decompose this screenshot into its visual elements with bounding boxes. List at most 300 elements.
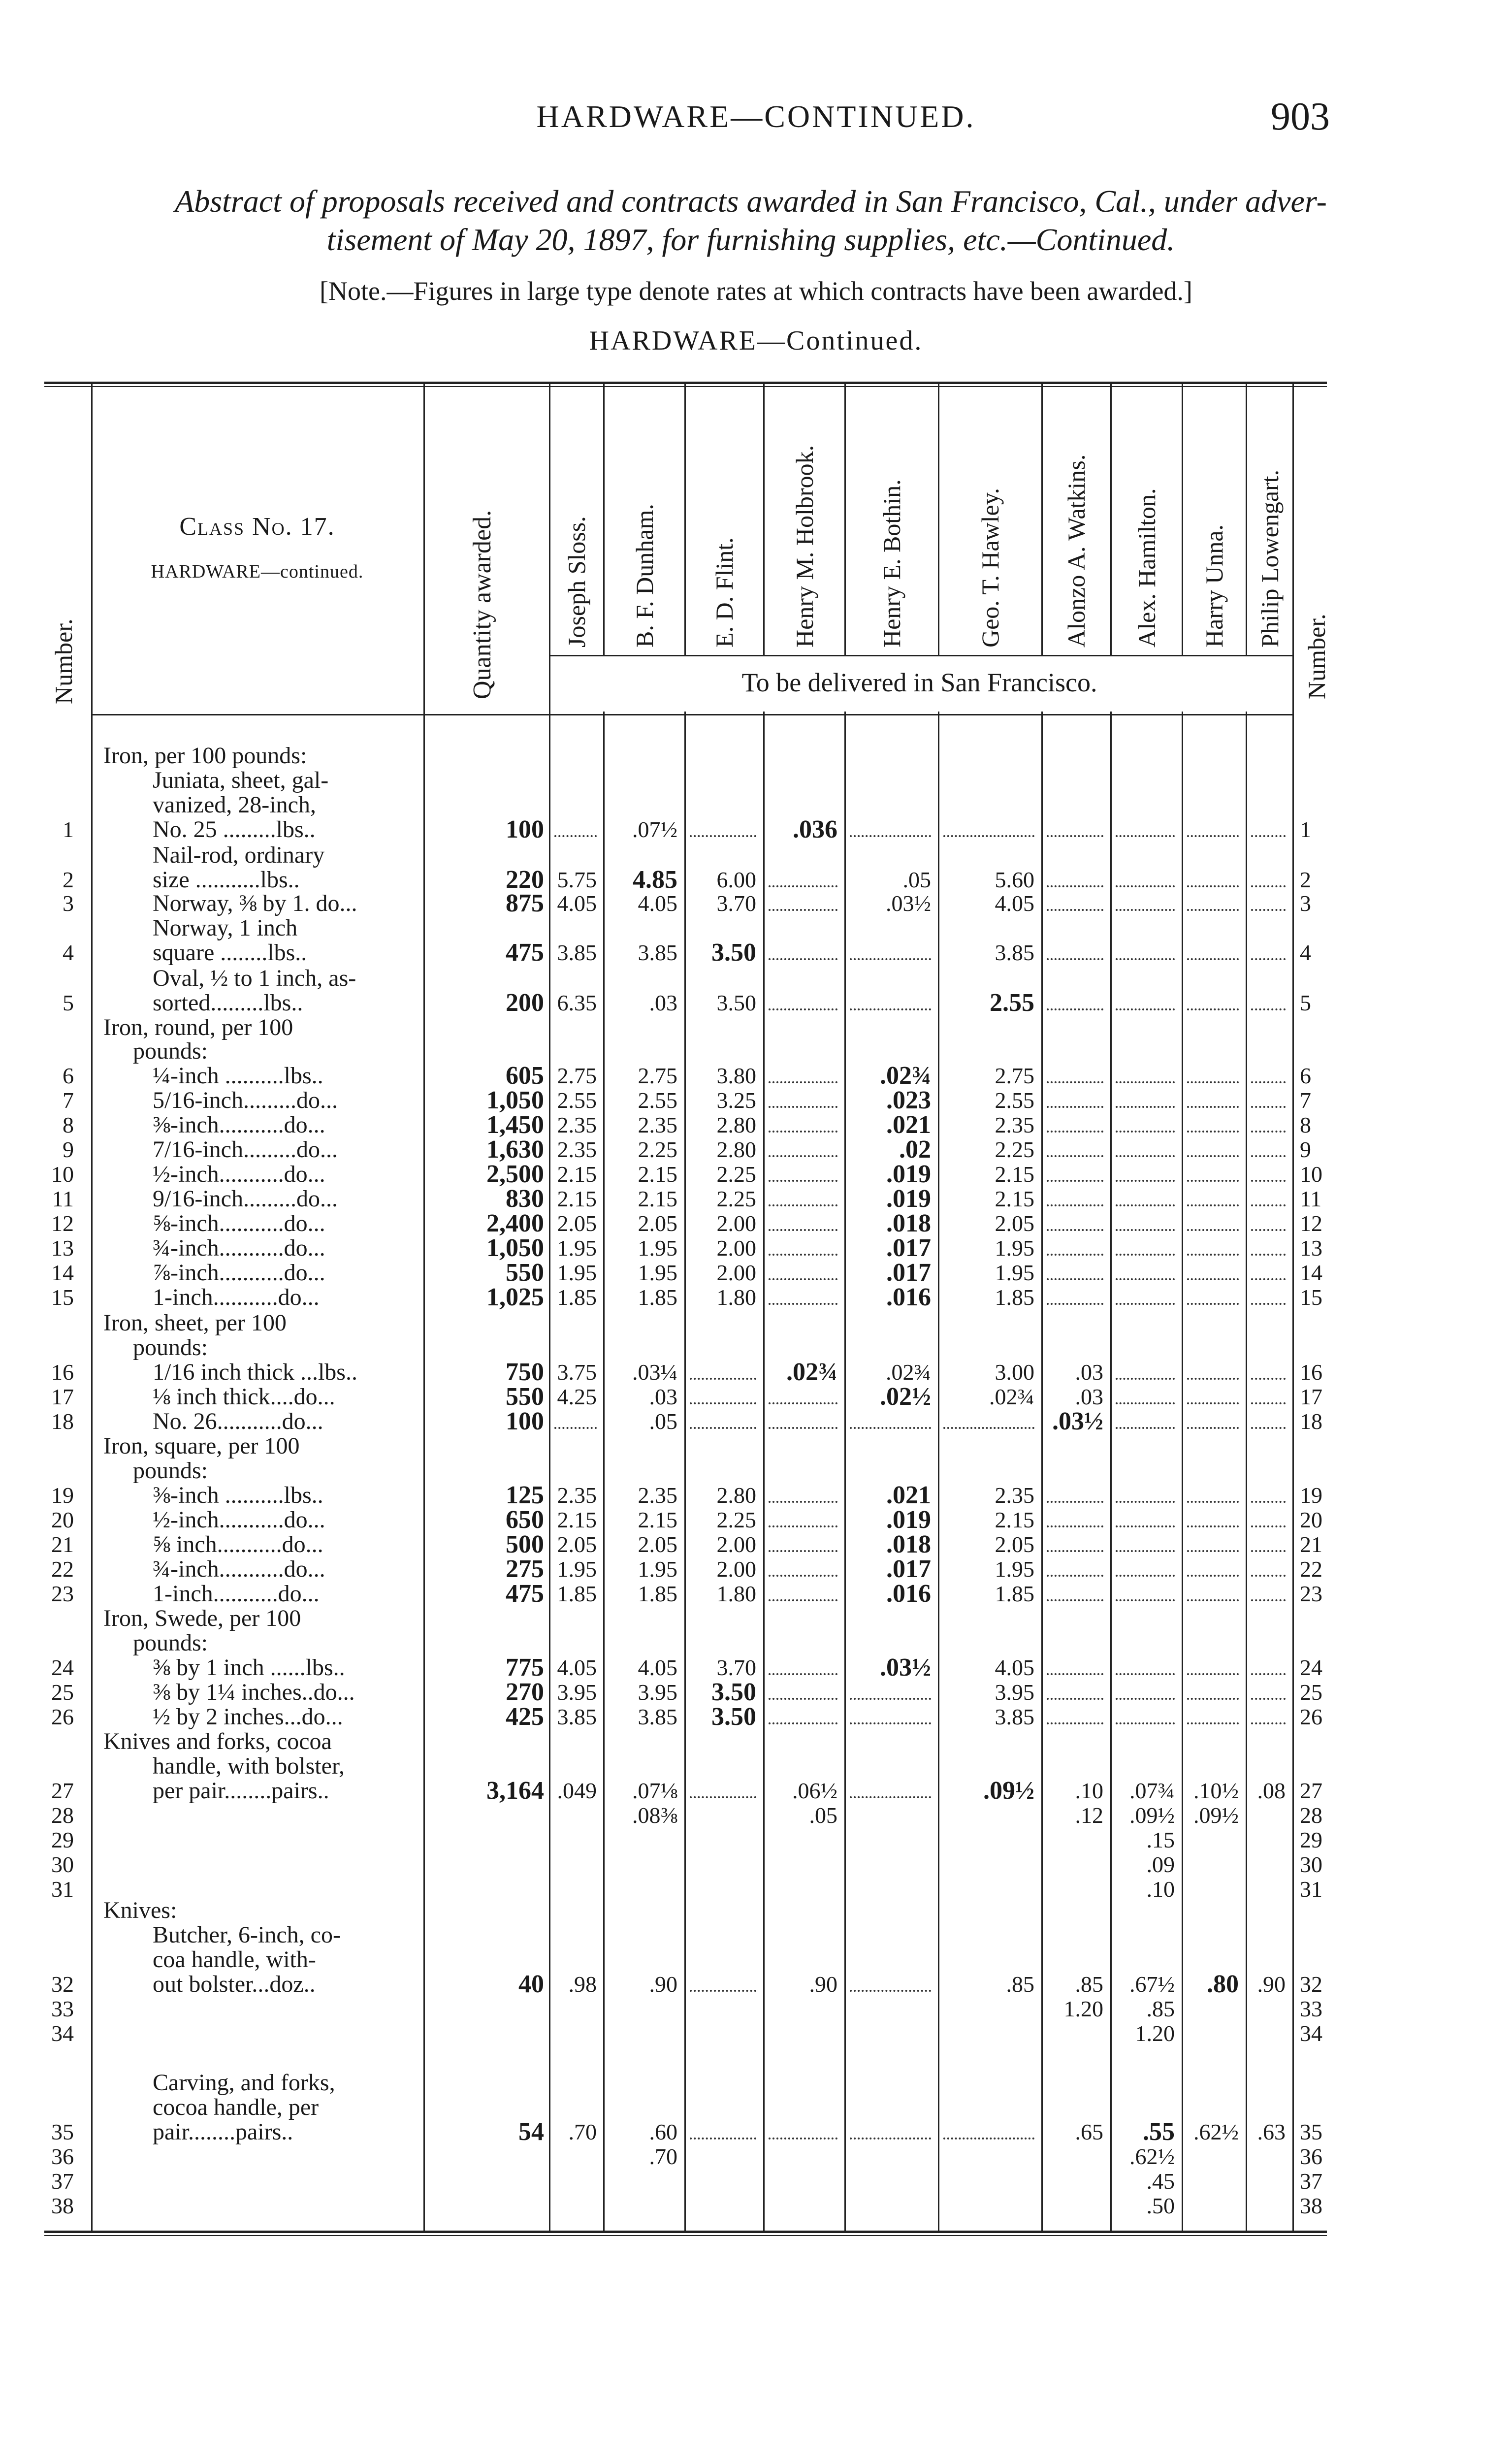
bid-rate: .50 — [1146, 2193, 1175, 2218]
bid-rate: 3.95 — [638, 1680, 677, 1705]
dot-leader — [1187, 1525, 1239, 1527]
bid-rate: .03 — [649, 990, 677, 1015]
quantity-awarded: 1,450 — [486, 1111, 544, 1139]
dot-leader — [769, 1402, 837, 1404]
bid-rate: 2.00 — [716, 1556, 756, 1582]
bid-rate: 1.95 — [995, 1235, 1034, 1261]
bid-rate: 2.35 — [557, 1137, 597, 1162]
quantity-awarded: 605 — [506, 1062, 544, 1090]
dot-leader — [769, 1550, 837, 1552]
dot-leader — [1116, 1525, 1175, 1527]
dot-leader — [1187, 1550, 1239, 1552]
bidder-header: Henry E. Bothin. — [878, 479, 905, 648]
quantity-awarded: 54 — [518, 2118, 544, 2146]
dot-leader — [1187, 835, 1239, 837]
dot-leader — [1187, 1599, 1239, 1601]
row-number-right: 38 — [1300, 2193, 1322, 2218]
dot-leader — [850, 1722, 931, 1724]
bid-rate: 3.85 — [638, 1704, 677, 1729]
bid-rate: 2.35 — [995, 1483, 1034, 1508]
item-description: Knives and forks, cocoa — [103, 1728, 332, 1754]
row-number: 7 — [63, 1088, 74, 1113]
bidder-header: Geo. T. Hawley. — [976, 488, 1004, 648]
delivery-note: To be delivered in San Francisco. — [741, 668, 1097, 697]
bid-rate: .02¾ — [989, 1384, 1034, 1409]
bid-rate: 4.05 — [995, 891, 1034, 916]
bid-rate: 3.50 — [716, 990, 756, 1015]
dot-leader — [850, 835, 931, 837]
bid-rate: .07⅛ — [632, 1778, 677, 1803]
dot-leader — [1187, 909, 1239, 911]
dot-leader — [769, 1008, 837, 1010]
bid-rate: 2.80 — [716, 1112, 756, 1137]
dot-leader — [943, 835, 1034, 837]
page-number: 903 — [1271, 95, 1330, 138]
dot-leader — [769, 1575, 837, 1577]
item-description: Juniata, sheet, gal- — [153, 767, 329, 793]
quantity-awarded: 830 — [506, 1185, 544, 1213]
bid-rate: .03½ — [886, 891, 931, 916]
bid-rate: .05 — [902, 867, 931, 892]
bid-rate: 1.80 — [716, 1581, 756, 1606]
dot-leader — [1251, 1575, 1286, 1577]
dot-leader — [1187, 1106, 1239, 1108]
bid-rate: .67½ — [1129, 1972, 1175, 1997]
bid-rate: .017 — [886, 1234, 931, 1262]
item-description: ½-inch...........do... — [153, 1507, 325, 1533]
dot-leader — [1116, 1254, 1175, 1256]
dot-leader — [1047, 1204, 1103, 1206]
bid-rate: 1.85 — [638, 1581, 677, 1606]
quantity-awarded: 550 — [506, 1259, 544, 1287]
bid-rate: .03 — [1075, 1384, 1103, 1409]
dot-leader — [1047, 1722, 1103, 1724]
dot-leader — [769, 958, 837, 960]
dot-leader — [1047, 1501, 1103, 1503]
bid-rate: .09 — [1146, 1852, 1175, 1877]
dot-leader — [1047, 1575, 1103, 1577]
dot-leader — [1116, 1106, 1175, 1108]
dot-leader — [850, 2138, 931, 2139]
item-description: 5/16-inch.........do... — [153, 1087, 338, 1113]
dot-leader — [1187, 1278, 1239, 1280]
bid-rate: .98 — [568, 1972, 597, 1997]
bid-rate: 2.25 — [716, 1507, 756, 1532]
dot-leader — [1116, 1278, 1175, 1280]
bidder-header: Henry M. Holbrook. — [791, 445, 818, 648]
dot-leader — [1187, 1229, 1239, 1231]
dot-leader — [1251, 1155, 1286, 1157]
dot-leader — [1251, 885, 1286, 887]
bid-rate: .019 — [886, 1185, 931, 1213]
item-description: size ...........lbs.. — [153, 867, 300, 893]
bid-rate: 2.15 — [995, 1507, 1034, 1532]
row-number-right: 5 — [1300, 990, 1311, 1015]
bid-rate: .15 — [1146, 1827, 1175, 1852]
bid-rate: .02¾ — [880, 1062, 931, 1090]
quantity-awarded: 775 — [506, 1653, 544, 1682]
note: [Note.—Figures in large type denote rates at which contracts have been awarded.] — [320, 276, 1192, 306]
dot-leader — [1187, 1722, 1239, 1724]
bid-rate: 2.15 — [638, 1162, 677, 1187]
bid-rate: 1.80 — [716, 1285, 756, 1310]
dot-leader — [769, 1278, 837, 1280]
dot-leader — [1251, 1525, 1286, 1527]
dot-leader — [1251, 1106, 1286, 1108]
row-number: 25 — [51, 1680, 74, 1705]
running-head — [0, 95, 1512, 148]
dot-leader — [1116, 909, 1175, 911]
bidder-header: Harry Unna. — [1200, 524, 1228, 648]
row-number: 36 — [51, 2144, 74, 2169]
dot-leader — [1047, 1229, 1103, 1231]
bid-rate: 3.85 — [557, 1704, 597, 1729]
row-number: 26 — [51, 1704, 74, 1729]
bid-rate: 4.05 — [557, 1655, 597, 1680]
item-description: Knives: — [103, 1897, 177, 1923]
bid-rate: 4.25 — [557, 1384, 597, 1409]
row-number-right: 3 — [1300, 891, 1311, 916]
item-description: ⅛ inch thick....do... — [153, 1384, 335, 1410]
quantity-awarded: 1,025 — [486, 1283, 544, 1311]
quantity-awarded: 550 — [506, 1383, 544, 1411]
dot-leader — [1116, 1550, 1175, 1552]
dot-leader — [1187, 958, 1239, 960]
row-number-right: 19 — [1300, 1483, 1322, 1508]
quantity-awarded: 750 — [506, 1358, 544, 1386]
bid-rate: 3.80 — [716, 1063, 756, 1088]
row-number-right: 15 — [1300, 1285, 1322, 1310]
bid-rate: 3.85 — [995, 940, 1034, 965]
row-number: 27 — [51, 1778, 74, 1803]
item-description: ⅜-inch...........do... — [153, 1112, 325, 1138]
bid-rate: .07½ — [632, 817, 677, 842]
abstract-line-1: Abstract of proposals received and contracts awarded in San Francisco, Cal., under adver- — [175, 184, 1327, 219]
quantity-awarded: 500 — [506, 1530, 544, 1558]
bid-rate: .65 — [1075, 2119, 1103, 2144]
bid-rate: .70 — [568, 2119, 597, 2144]
bid-rate: .02 — [899, 1135, 931, 1164]
dot-leader — [1047, 1599, 1103, 1601]
dot-leader — [1047, 835, 1103, 837]
row-number-right: 2 — [1300, 867, 1311, 892]
running-title: HARDWARE—CONTINUED. — [536, 99, 976, 134]
bid-rate: .90 — [809, 1972, 837, 1997]
dot-leader — [769, 1722, 837, 1724]
quantity-awarded: 650 — [506, 1506, 544, 1534]
row-number: 10 — [51, 1162, 74, 1187]
bid-rate: .08 — [1257, 1778, 1286, 1803]
bidder-header: Alonzo A. Watkins. — [1062, 454, 1090, 648]
dot-leader — [1116, 1402, 1175, 1404]
row-number-right: 8 — [1300, 1112, 1311, 1137]
dot-leader — [1251, 1550, 1286, 1552]
bid-rate: .70 — [649, 2144, 677, 2169]
quantity-awarded: 3,164 — [486, 1777, 544, 1805]
class-title: Class No. 17. — [179, 513, 335, 541]
row-number-right: 17 — [1300, 1384, 1322, 1409]
dot-leader — [1116, 1427, 1175, 1429]
dot-leader — [1251, 1673, 1286, 1675]
bid-rate: 1.95 — [638, 1260, 677, 1285]
item-description: 9/16-inch.........do... — [153, 1186, 338, 1212]
item-description: ½ by 2 inches...do... — [153, 1704, 343, 1730]
bid-rate: 1.85 — [557, 1285, 597, 1310]
dot-leader — [1116, 885, 1175, 887]
dot-leader — [1187, 885, 1239, 887]
row-number: 35 — [51, 2119, 74, 2144]
row-number-right: 10 — [1300, 1162, 1322, 1187]
row-number: 33 — [51, 1996, 74, 2021]
class-heading — [94, 512, 421, 583]
item-description: Iron, sheet, per 100 — [103, 1310, 287, 1336]
dot-leader — [1187, 1402, 1239, 1404]
item-description: Iron, square, per 100 — [103, 1433, 300, 1459]
item-description: pounds: — [133, 1458, 208, 1484]
dot-leader — [1251, 1081, 1286, 1083]
bid-rate: 2.15 — [638, 1507, 677, 1532]
bid-rate: .018 — [886, 1530, 931, 1558]
dot-leader — [1047, 909, 1103, 911]
bid-rate: 3.50 — [711, 1703, 756, 1731]
bid-rate: 2.35 — [638, 1483, 677, 1508]
bid-rate: .85 — [1146, 1996, 1175, 2021]
dot-leader — [1251, 835, 1286, 837]
bid-rate: 2.35 — [557, 1483, 597, 1508]
row-number-right: 6 — [1300, 1063, 1311, 1088]
item-description: ¾-inch...........do... — [153, 1235, 325, 1261]
dot-leader — [1116, 1081, 1175, 1083]
item-description: 1-inch...........do... — [153, 1581, 320, 1607]
row-number-right: 35 — [1300, 2119, 1322, 2144]
dot-leader — [1116, 1575, 1175, 1577]
bid-rate: 6.35 — [557, 990, 597, 1015]
item-description: Oval, ½ to 1 inch, as- — [153, 965, 356, 991]
bid-rate: .10 — [1075, 1778, 1103, 1803]
dot-leader — [1187, 1204, 1239, 1206]
bid-rate: 2.25 — [995, 1137, 1034, 1162]
row-number: 22 — [51, 1556, 74, 1582]
item-description: Carving, and forks, — [153, 2070, 335, 2096]
bid-rate: 2.05 — [557, 1211, 597, 1236]
item-description: pair........pairs.. — [153, 2119, 293, 2145]
item-description: vanized, 28-inch, — [153, 792, 316, 818]
bid-rate: .12 — [1075, 1803, 1103, 1828]
dot-leader — [1251, 1402, 1286, 1404]
bid-rate: 1.20 — [1135, 2021, 1175, 2046]
row-number: 2 — [63, 867, 74, 892]
bid-rate: 2.15 — [995, 1186, 1034, 1211]
bid-rate: 2.00 — [716, 1211, 756, 1236]
dot-leader — [1251, 1229, 1286, 1231]
dot-leader — [690, 1378, 756, 1380]
bid-rate: .45 — [1146, 2169, 1175, 2194]
row-number: 14 — [51, 1260, 74, 1285]
dot-leader — [769, 1501, 837, 1503]
row-number: 3 — [63, 891, 74, 916]
bid-rate: .60 — [649, 2119, 677, 2144]
number-header-left: Number. — [50, 618, 77, 704]
dot-leader — [1047, 1673, 1103, 1675]
bid-rate: 1.95 — [995, 1556, 1034, 1582]
dot-leader — [1251, 1008, 1286, 1010]
bid-rate: 3.85 — [995, 1704, 1034, 1729]
dot-leader — [1187, 1303, 1239, 1305]
dot-leader — [1187, 1378, 1239, 1380]
bid-rate: .08⅜ — [632, 1803, 677, 1828]
row-number-right: 21 — [1300, 1532, 1322, 1557]
item-description: out bolster...doz.. — [153, 1971, 316, 1997]
bid-rate: 2.05 — [557, 1532, 597, 1557]
bid-rate: .63 — [1257, 2119, 1286, 2144]
dot-leader — [1251, 958, 1286, 960]
row-number-right: 32 — [1300, 1972, 1322, 1997]
bid-rate: 2.05 — [995, 1211, 1034, 1236]
bid-rate: 1.95 — [995, 1260, 1034, 1285]
abstract-line-2: tisement of May 20, 1897, for furnishing supplies, etc.—Continued. — [326, 222, 1175, 257]
row-number: 18 — [51, 1409, 74, 1434]
row-number: 1 — [63, 817, 74, 842]
row-number-right: 18 — [1300, 1409, 1322, 1434]
dot-leader — [1251, 1303, 1286, 1305]
dot-leader — [769, 885, 837, 887]
item-description: ½-inch...........do... — [153, 1161, 325, 1187]
bid-rate: 4.05 — [638, 891, 677, 916]
dot-leader — [850, 958, 931, 960]
quantity-awarded: 425 — [506, 1703, 544, 1731]
bid-rate: 2.25 — [638, 1137, 677, 1162]
dot-leader — [690, 2138, 756, 2139]
row-number: 6 — [63, 1063, 74, 1088]
bid-rate: 2.15 — [638, 1186, 677, 1211]
row-number-right: 14 — [1300, 1260, 1322, 1285]
dot-leader — [1116, 1204, 1175, 1206]
bid-rate: .10½ — [1193, 1778, 1239, 1803]
bid-rate: 2.00 — [716, 1532, 756, 1557]
bid-rate: 3.95 — [557, 1680, 597, 1705]
dot-leader — [769, 1599, 837, 1601]
dot-leader — [690, 835, 756, 837]
dot-leader — [1047, 958, 1103, 960]
row-number-right: 12 — [1300, 1211, 1322, 1236]
bid-rate: 2.15 — [557, 1507, 597, 1532]
item-description: 1/16 inch thick ...lbs.. — [153, 1359, 357, 1385]
bid-rate: .62½ — [1129, 2144, 1175, 2169]
row-number: 9 — [63, 1137, 74, 1162]
bid-rate: .02½ — [880, 1383, 931, 1411]
quantity-awarded: 270 — [506, 1678, 544, 1706]
row-number: 38 — [51, 2193, 74, 2218]
bid-rate: 2.05 — [638, 1532, 677, 1557]
bid-rate: .55 — [1143, 2118, 1175, 2146]
bid-rate: 2.05 — [995, 1532, 1034, 1557]
dot-leader — [943, 1427, 1034, 1429]
row-number: 37 — [51, 2169, 74, 2194]
bid-rate: 1.85 — [557, 1581, 597, 1606]
bid-rate: .09½ — [1193, 1803, 1239, 1828]
dot-leader — [769, 1081, 837, 1083]
bid-rate: 3.00 — [995, 1360, 1034, 1385]
bidder-header: Joseph Sloss. — [563, 516, 590, 648]
dot-leader — [1251, 909, 1286, 911]
bid-rate: 1.95 — [638, 1235, 677, 1261]
row-number-right: 36 — [1300, 2144, 1322, 2169]
item-description: Norway, ⅜ by 1. do... — [153, 890, 357, 916]
row-number-right: 37 — [1300, 2169, 1322, 2194]
dot-leader — [1047, 1180, 1103, 1182]
dot-leader — [769, 1131, 837, 1133]
quantity-header: Quantity awarded. — [468, 510, 496, 699]
bid-rate: 2.00 — [716, 1260, 756, 1285]
row-number-right: 31 — [1300, 1877, 1322, 1902]
bid-rate: .05 — [809, 1803, 837, 1828]
bid-rate: 2.75 — [995, 1063, 1034, 1088]
bid-rate: .02¾ — [786, 1358, 837, 1386]
dot-leader — [1047, 1525, 1103, 1527]
bid-rate: 2.35 — [638, 1112, 677, 1137]
row-number: 32 — [51, 1972, 74, 1997]
dot-leader — [1187, 1427, 1239, 1429]
dot-leader — [769, 1254, 837, 1256]
item-description: pounds: — [133, 1630, 208, 1656]
dot-leader — [1251, 1722, 1286, 1724]
dot-leader — [1116, 1229, 1175, 1231]
bid-rate: 2.55 — [557, 1088, 597, 1113]
dot-leader — [1251, 1427, 1286, 1429]
column-rule — [1292, 382, 1294, 2231]
quantity-awarded: 40 — [518, 1970, 544, 1998]
bid-rate: 1.95 — [557, 1556, 597, 1582]
item-description: per pair........pairs.. — [153, 1778, 329, 1804]
row-number: 34 — [51, 2021, 74, 2046]
bid-rate: 1.95 — [557, 1260, 597, 1285]
bid-rate: 1.20 — [1063, 1996, 1103, 2021]
item-description: Iron, Swede, per 100 — [103, 1605, 301, 1631]
dot-leader — [1116, 835, 1175, 837]
dot-leader — [850, 1698, 931, 1700]
bid-rate: 1.85 — [995, 1581, 1034, 1606]
dot-leader — [1187, 1673, 1239, 1675]
bid-rate: 2.75 — [557, 1063, 597, 1088]
item-description: ¾-inch...........do... — [153, 1556, 325, 1582]
dot-leader — [769, 1525, 837, 1527]
bidder-header: Alex. Hamilton. — [1133, 488, 1160, 648]
dot-leader — [1047, 1550, 1103, 1552]
item-description: ⅝ inch...........do... — [153, 1531, 323, 1557]
bid-rate: 1.95 — [638, 1556, 677, 1582]
row-number: 8 — [63, 1112, 74, 1137]
bottom-rule — [44, 2231, 1327, 2233]
item-description: No. 26...........do... — [153, 1408, 323, 1434]
item-description: pounds: — [133, 1038, 208, 1064]
quantity-awarded: 2,400 — [486, 1209, 544, 1237]
bid-rate: .018 — [886, 1209, 931, 1237]
bid-rate: 3.70 — [716, 1655, 756, 1680]
bid-rate: .80 — [1207, 1970, 1239, 1998]
bid-rate: .06½ — [792, 1778, 837, 1803]
dot-leader — [1251, 1204, 1286, 1206]
quantity-awarded: 220 — [506, 866, 544, 894]
dot-leader — [1047, 1155, 1103, 1157]
header-rule — [91, 714, 1292, 715]
dot-leader — [1187, 1081, 1239, 1083]
bid-rate: 2.80 — [716, 1137, 756, 1162]
quantity-awarded: 475 — [506, 939, 544, 967]
bid-rate: 1.85 — [638, 1285, 677, 1310]
bidder-header: Philip Lowengart. — [1256, 469, 1284, 648]
dot-leader — [1047, 1106, 1103, 1108]
row-number-right: 7 — [1300, 1088, 1311, 1113]
